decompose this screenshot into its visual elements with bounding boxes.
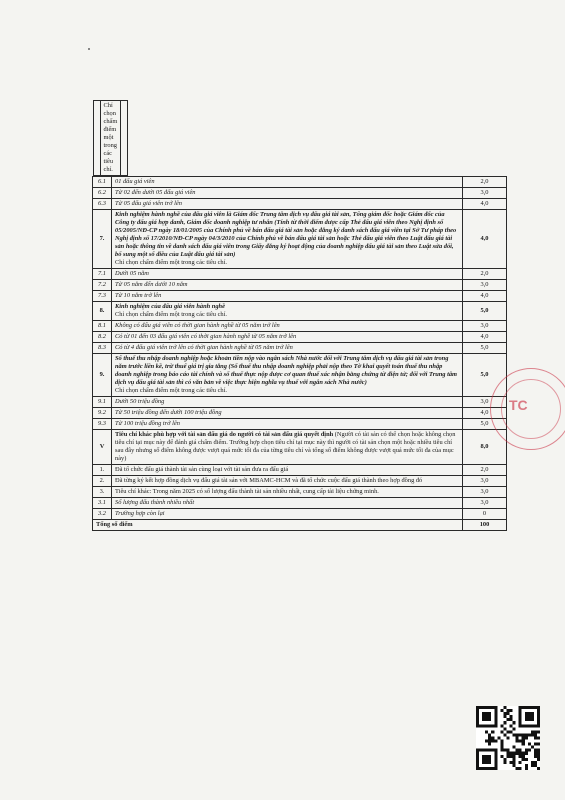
row-number: 3.: [93, 487, 112, 498]
qr-module: [516, 767, 519, 770]
row-number: 9.2: [93, 408, 112, 419]
qr-module: [503, 749, 506, 752]
row-criterion: [112, 430, 463, 465]
qr-module: [522, 733, 525, 736]
table-row-major: [93, 354, 507, 397]
qr-module: [513, 764, 516, 767]
row-score: 4,0: [463, 210, 507, 269]
qr-module: [534, 730, 537, 733]
qr-module: [528, 749, 531, 752]
table-row-sub: [93, 199, 507, 210]
qr-module: [510, 761, 513, 764]
row-number: 3.1: [93, 498, 112, 509]
qr-module: [494, 740, 497, 743]
qr-module: [525, 736, 528, 739]
row-score: 0: [463, 509, 507, 520]
row-number: 8.3: [93, 343, 112, 354]
table-row-sub: [93, 321, 507, 332]
criterion-text: Có từ 4 đấu giá viên trở lên có thời gian hành nghề từ 05 năm trở lên: [115, 344, 293, 351]
qr-module: [513, 761, 516, 764]
row-score: 3,0: [463, 321, 507, 332]
row-criterion: [112, 199, 463, 210]
table-row-sub: [93, 509, 507, 520]
qr-module: [500, 755, 503, 758]
row-score: 8,0: [463, 430, 507, 465]
row-number: 9.1: [93, 397, 112, 408]
qr-module: [534, 761, 537, 764]
qr-module: [519, 740, 522, 743]
table-row-sub: [93, 177, 507, 188]
qr-module: [534, 743, 537, 746]
qr-module: [510, 709, 513, 712]
qr-module: [531, 746, 534, 749]
criterion-text: Đã tổ chức đấu giá thành tài sản cùng loại với tài sản đưa ra đấu giá: [115, 466, 289, 473]
row-score: 2,0: [463, 177, 507, 188]
row-number: 3.2: [93, 509, 112, 520]
table-row-major: [93, 302, 507, 321]
criterion-note: Chỉ chọn chấm điểm một trong các tiêu chí.: [115, 311, 227, 318]
qr-module: [513, 752, 516, 755]
table-row-sub: [93, 343, 507, 354]
qr-module: [534, 752, 537, 755]
row-score: 5,0: [463, 354, 507, 397]
qr-module: [491, 740, 494, 743]
criterion-explanation: (Người có tài sản có thể chọn hoặc không chọn tiêu chí tại mục này để đánh giá chấm điểm. Trường hợp chọn tiêu chí tại mục này thì người có tài sản chọn một hoặc nhiều tiêu chí sau đây nhưng số điểm không được vượt quá mức tối đa của từng tiêu chí và tổng số điểm không được vượt quá mức tối đa của mục này): [115, 431, 456, 462]
criterion-text: Từ 02 đến dưới 05 đấu giá viên: [115, 189, 196, 196]
row-number: [93, 101, 100, 176]
row-number: 9.: [93, 354, 112, 397]
qr-module: [510, 730, 513, 733]
row-criterion: [112, 269, 463, 280]
row-score: 3,0: [463, 280, 507, 291]
qr-module: [537, 758, 540, 761]
qr-module: [534, 764, 537, 767]
qr-module: [516, 749, 519, 752]
qr-module: [534, 733, 537, 736]
total-label: Tổng số điểm: [93, 520, 463, 531]
qr-module: [513, 721, 516, 724]
criterion-text: Số thuế thu nhập doanh nghiệp hoặc khoản tiền nộp vào ngân sách Nhà nước đối với Trung tâm dịch vụ đấu giá tài sản trong năm trước liền kề, trừ thuế giá trị gia tăng (Số thuế thu nhập doanh nghiệp phải nộp theo Tờ khai quyết toán thuế thu nhập doanh nghiệp trong báo cáo tài chính và số thuế thực nộp được cơ quan thuế xác nhận bằng chứng từ điện tử; đối với Trung tâm dịch vụ đấu giá tài sản thì có văn bản về việc thực hiện nghĩa vụ thuế với ngân sách Nhà nước): [115, 355, 458, 386]
qr-module: [519, 749, 522, 752]
qr-module: [522, 752, 525, 755]
qr-module: [531, 730, 534, 733]
criterion-text: Kinh nghiệm của đấu giá viên hành nghề: [115, 303, 225, 310]
row-score: 3,0: [463, 498, 507, 509]
qr-module: [534, 736, 537, 739]
qr-module: [531, 764, 534, 767]
row-score: 2,0: [463, 269, 507, 280]
qr-module: [510, 755, 513, 758]
row-score: 4,0: [463, 291, 507, 302]
row-score: 3,0: [463, 487, 507, 498]
criterion-text: Từ 10 năm trở lên: [115, 292, 162, 299]
qr-module: [513, 755, 516, 758]
row-number: 1.: [93, 465, 112, 476]
qr-module: [506, 736, 509, 739]
qr-module: [519, 761, 522, 764]
qr-module: [522, 755, 525, 758]
row-score: 3,0: [463, 476, 507, 487]
qr-module: [516, 740, 519, 743]
table-row-sub: [93, 291, 507, 302]
qr-module: [513, 733, 516, 736]
table-row-sub: [93, 498, 507, 509]
qr-module: [488, 743, 491, 746]
qr-module: [510, 715, 513, 718]
criterion-text: Đã từng ký kết hợp đồng dịch vụ đấu giá tài sản với MBAMC-HCM và đã tổ chức cuộc đấu giá thành theo hợp đồng đó: [115, 477, 423, 484]
criterion-text: Có từ 01 đến 03 đấu giá viên có thời gian hành nghề từ 05 năm trở lên: [115, 333, 297, 340]
row-criterion: [112, 509, 463, 520]
qr-module: [525, 752, 528, 755]
table-row-plain: [93, 476, 507, 487]
qr-module: [537, 730, 540, 733]
qr-module: [488, 733, 491, 736]
row-criterion: [112, 354, 463, 397]
table-row-major: [93, 210, 507, 269]
qr-module: [516, 733, 519, 736]
qr-module: [503, 715, 506, 718]
qr-module: [519, 733, 522, 736]
qr-module: [537, 749, 540, 752]
red-stamp-seal: [490, 368, 565, 450]
qr-module: [510, 718, 513, 721]
qr-module: [537, 755, 540, 758]
table-row-note: [93, 100, 112, 176]
row-score: 100: [463, 520, 507, 531]
row-score: 4,0: [463, 199, 507, 210]
qr-module: [497, 736, 500, 739]
row-number: 8.2: [93, 332, 112, 343]
row-criterion: [112, 210, 463, 269]
row-score: 3,0: [463, 397, 507, 408]
row-criterion: [112, 302, 463, 321]
seal-text: TC: [509, 397, 528, 413]
row-score: 3,0: [463, 188, 507, 199]
qr-module: [500, 730, 503, 733]
row-criterion: [112, 291, 463, 302]
criterion-text: Từ 100 triệu đồng trở lên: [115, 420, 180, 427]
qr-finder-module: [482, 755, 491, 764]
row-number: 6.1: [93, 177, 112, 188]
row-criterion: [100, 101, 121, 176]
row-number: 7.3: [93, 291, 112, 302]
qr-module: [500, 724, 503, 727]
qr-module: [525, 764, 528, 767]
row-number: 8.: [93, 302, 112, 321]
table-row-sub: [93, 408, 507, 419]
qr-module: [506, 752, 509, 755]
table-row-sub: [93, 397, 507, 408]
row-criterion: [112, 498, 463, 509]
table-row-sub: [93, 332, 507, 343]
criterion-text: Từ 05 năm đến dưới 10 năm: [115, 281, 188, 288]
qr-module: [503, 758, 506, 761]
criterion-text: Dưới 05 năm: [115, 270, 149, 277]
criterion-text: Chỉ chọn chấm điểm một trong các tiêu chí.: [103, 102, 118, 173]
qr-module: [503, 727, 506, 730]
qr-module: [525, 733, 528, 736]
criterion-text: Từ 05 đấu giá viên trở lên: [115, 200, 182, 207]
criterion-text: 01 đấu giá viên: [115, 178, 155, 185]
qr-module: [522, 736, 525, 739]
row-number: 7.1: [93, 269, 112, 280]
qr-module: [519, 755, 522, 758]
criterion-text: Kinh nghiệm hành nghề của đấu giá viên là Giám đốc Trung tâm dịch vụ đấu giá tài sản, Tổng giám đốc hoặc Giám đốc của Công ty đấu giá hợp danh, Giám đốc doanh nghiệp tư nhân (Tính từ thời điểm được cấp Thẻ đấu giá viên theo Nghị định số 05/2005/NĐ-CP ngày 18/01/2005 của Chính phủ về bán đấu giá tài sản hoặc đăng ký danh sách đấu giá viên tại Sở Tư pháp theo Nghị định số 17/2010/NĐ-CP ngày 04/3/2010 của Chính phủ về bán đấu giá tài sản hoặc Thẻ đấu giá viên theo Luật đấu giá tài sản hoặc thông tin về danh sách đấu giá viên trong Giấy đăng ký hoạt động của doanh nghiệp đấu giá tài sản theo Luật sửa đổi, bổ sung một số điều của Luật đấu giá tài sản): [115, 211, 457, 258]
qr-module: [506, 755, 509, 758]
qr-module: [491, 736, 494, 739]
criterion-text: Dưới 50 triệu đồng: [115, 398, 165, 405]
qr-module: [488, 740, 491, 743]
row-criterion: [112, 397, 463, 408]
row-number: 6.2: [93, 188, 112, 199]
row-score: [121, 101, 128, 176]
qr-module: [503, 721, 506, 724]
qr-module: [491, 730, 494, 733]
row-score: 2,0: [463, 465, 507, 476]
qr-module: [537, 767, 540, 770]
scan-speck: [88, 48, 90, 50]
qr-finder-module: [525, 712, 534, 721]
qr-module: [531, 733, 534, 736]
table-row-sub: [93, 188, 507, 199]
qr-module: [519, 752, 522, 755]
qr-module: [525, 767, 528, 770]
row-score: 4,0: [463, 408, 507, 419]
qr-module: [537, 736, 540, 739]
qr-module: [506, 712, 509, 715]
qr-module: [503, 761, 506, 764]
qr-module: [503, 733, 506, 736]
table-row-total: [93, 520, 507, 531]
row-score: 5,0: [463, 302, 507, 321]
qr-module: [506, 749, 509, 752]
row-criterion: [112, 280, 463, 291]
qr-module: [513, 727, 516, 730]
row-score: 4,0: [463, 332, 507, 343]
qr-code: [476, 706, 540, 770]
row-criterion: [112, 465, 463, 476]
criterion-text: Tiêu chí khác: Trong năm 2025 có số lượng đấu thành tài sản nhiều nhất, cung cấp tài liệu chứng minh.: [115, 488, 379, 495]
qr-module: [525, 749, 528, 752]
criterion-note: Chỉ chọn chấm điểm một trong các tiêu chí.: [115, 387, 227, 394]
qr-module: [506, 730, 509, 733]
row-number: 9.3: [93, 419, 112, 430]
table-row-plain: [93, 487, 507, 498]
scoring-table-body: [93, 100, 507, 531]
criterion-text: Từ 50 triệu đồng đến dưới 100 triệu đồng: [115, 409, 222, 416]
qr-module: [500, 746, 503, 749]
row-number: 2.: [93, 476, 112, 487]
qr-module: [531, 761, 534, 764]
row-criterion: [112, 419, 463, 430]
qr-module: [534, 749, 537, 752]
qr-module: [510, 752, 513, 755]
criterion-text: Không có đấu giá viên có thời gian hành nghề từ 05 năm trở lên: [115, 322, 280, 329]
row-number: 7.: [93, 210, 112, 269]
qr-module: [500, 740, 503, 743]
qr-module: [525, 758, 528, 761]
table-row-sub: [93, 419, 507, 430]
table-row-section: [93, 430, 507, 465]
qr-module: [522, 758, 525, 761]
table-row-sub: [93, 280, 507, 291]
row-criterion: [112, 343, 463, 354]
qr-module: [516, 736, 519, 739]
row-criterion: [112, 487, 463, 498]
qr-module: [534, 755, 537, 758]
qr-module: [513, 746, 516, 749]
criterion-note: Chỉ chọn chấm điểm một trong các tiêu chí.: [115, 259, 227, 266]
criterion-text: Trường hợp còn lại: [115, 510, 165, 517]
row-number: 6.3: [93, 199, 112, 210]
row-criterion: [112, 177, 463, 188]
qr-module: [506, 718, 509, 721]
qr-module: [522, 740, 525, 743]
row-score: 5,0: [463, 419, 507, 430]
row-number: V: [93, 430, 112, 465]
qr-finder-module: [482, 712, 491, 721]
scoring-criteria-table: [92, 100, 507, 531]
row-number: 7.2: [93, 280, 112, 291]
criterion-text: Tiêu chí khác phù hợp với tài sản đấu giá do người có tài sản đấu giá quyết định: [115, 431, 334, 438]
row-criterion: [112, 188, 463, 199]
qr-module: [528, 743, 531, 746]
qr-module: [503, 706, 506, 709]
qr-module: [485, 730, 488, 733]
qr-module: [519, 767, 522, 770]
row-criterion: [112, 332, 463, 343]
qr-module: [500, 709, 503, 712]
row-criterion: [112, 476, 463, 487]
table-row-sub: [93, 269, 507, 280]
row-number: 8.1: [93, 321, 112, 332]
qr-module: [537, 752, 540, 755]
qr-module: [516, 752, 519, 755]
qr-module: [500, 749, 503, 752]
qr-module: [537, 743, 540, 746]
criterion-text: Số lượng đấu thành nhiều nhất: [115, 499, 195, 506]
qr-module: [528, 733, 531, 736]
table-row-plain: [93, 465, 507, 476]
qr-module: [503, 712, 506, 715]
row-criterion: [112, 321, 463, 332]
qr-module: [506, 709, 509, 712]
qr-module: [522, 743, 525, 746]
qr-module: [510, 724, 513, 727]
row-criterion: [112, 408, 463, 419]
qr-module: [485, 740, 488, 743]
qr-module: [513, 758, 516, 761]
qr-module: [488, 736, 491, 739]
row-score: 5,0: [463, 343, 507, 354]
qr-module: [500, 743, 503, 746]
